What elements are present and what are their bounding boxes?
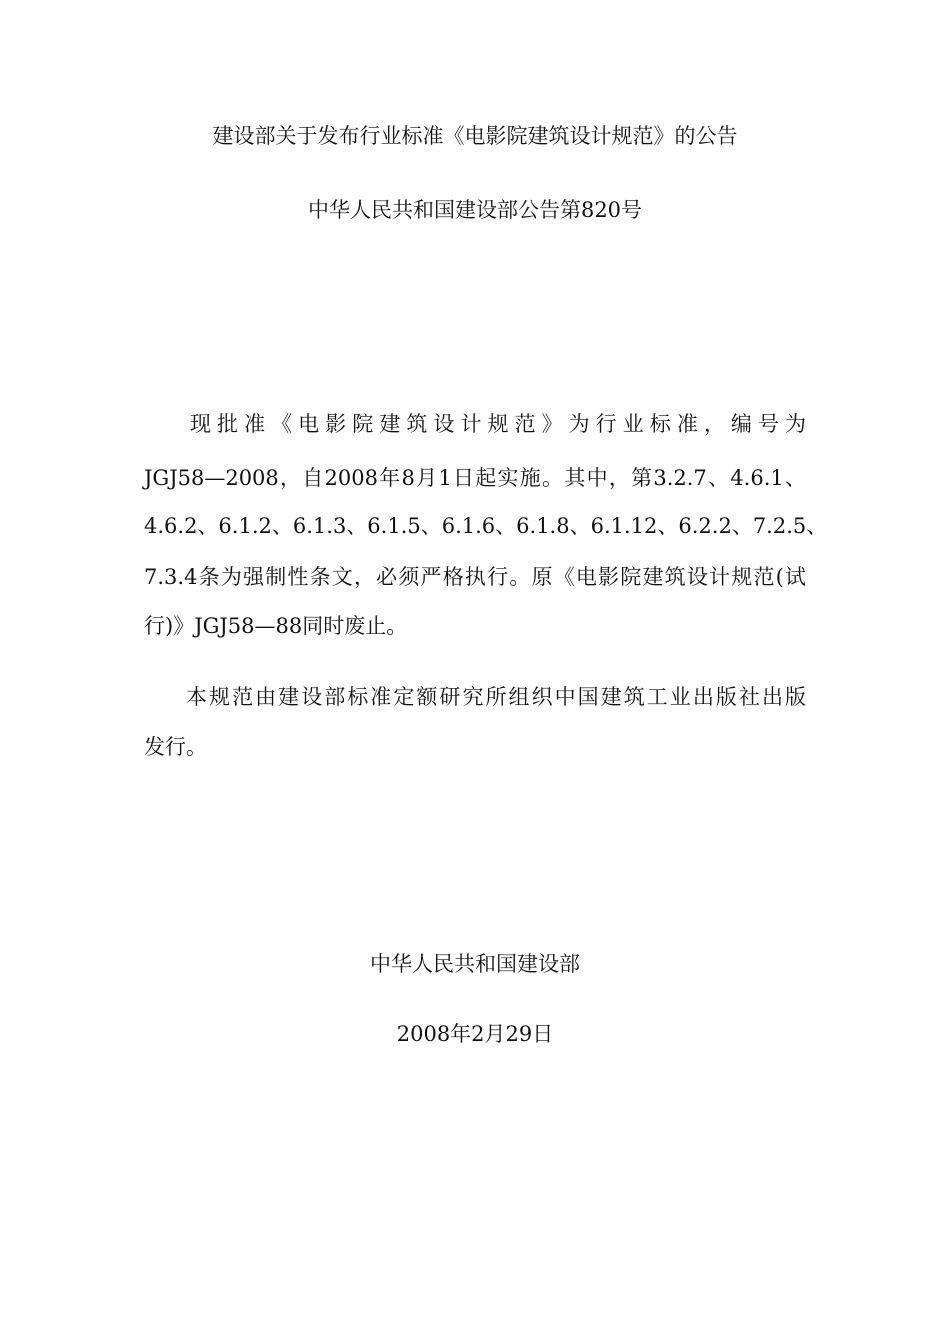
paragraph-line: JGJ58—2008，自2008年8月1日起实施。其中，第3.2.7、4.6.1、 <box>144 466 806 490</box>
issue-date: 2008年2月29日 <box>396 1022 554 1046</box>
paragraph-line: 7.3.4条为强制性条文，必须严格执行。原《电影院建筑设计规范(试 <box>144 565 806 589</box>
issuer-signature: 中华人民共和国建设部 <box>370 952 580 976</box>
document-title: 建设部关于发布行业标准《电影院建筑设计规范》的公告 <box>212 124 738 148</box>
paragraph-line: 4.6.2、6.1.2、6.1.3、6.1.5、6.1.6、6.1.8、6.1.12、6.2.2、7.2.5、 <box>144 514 828 538</box>
paragraph-line: 行)》JGJ58—88同时废止。 <box>144 614 408 638</box>
paragraph-line: 本规范由建设部标准定额研究所组织中国建筑工业出版社出版 <box>186 685 806 709</box>
paragraph-line: 发行。 <box>144 735 207 759</box>
paragraph-line: 现批准《电影院建筑设计规范》为行业标准，编号为 <box>190 412 806 436</box>
announcement-number: 中华人民共和国建设部公告第820号 <box>307 198 643 222</box>
